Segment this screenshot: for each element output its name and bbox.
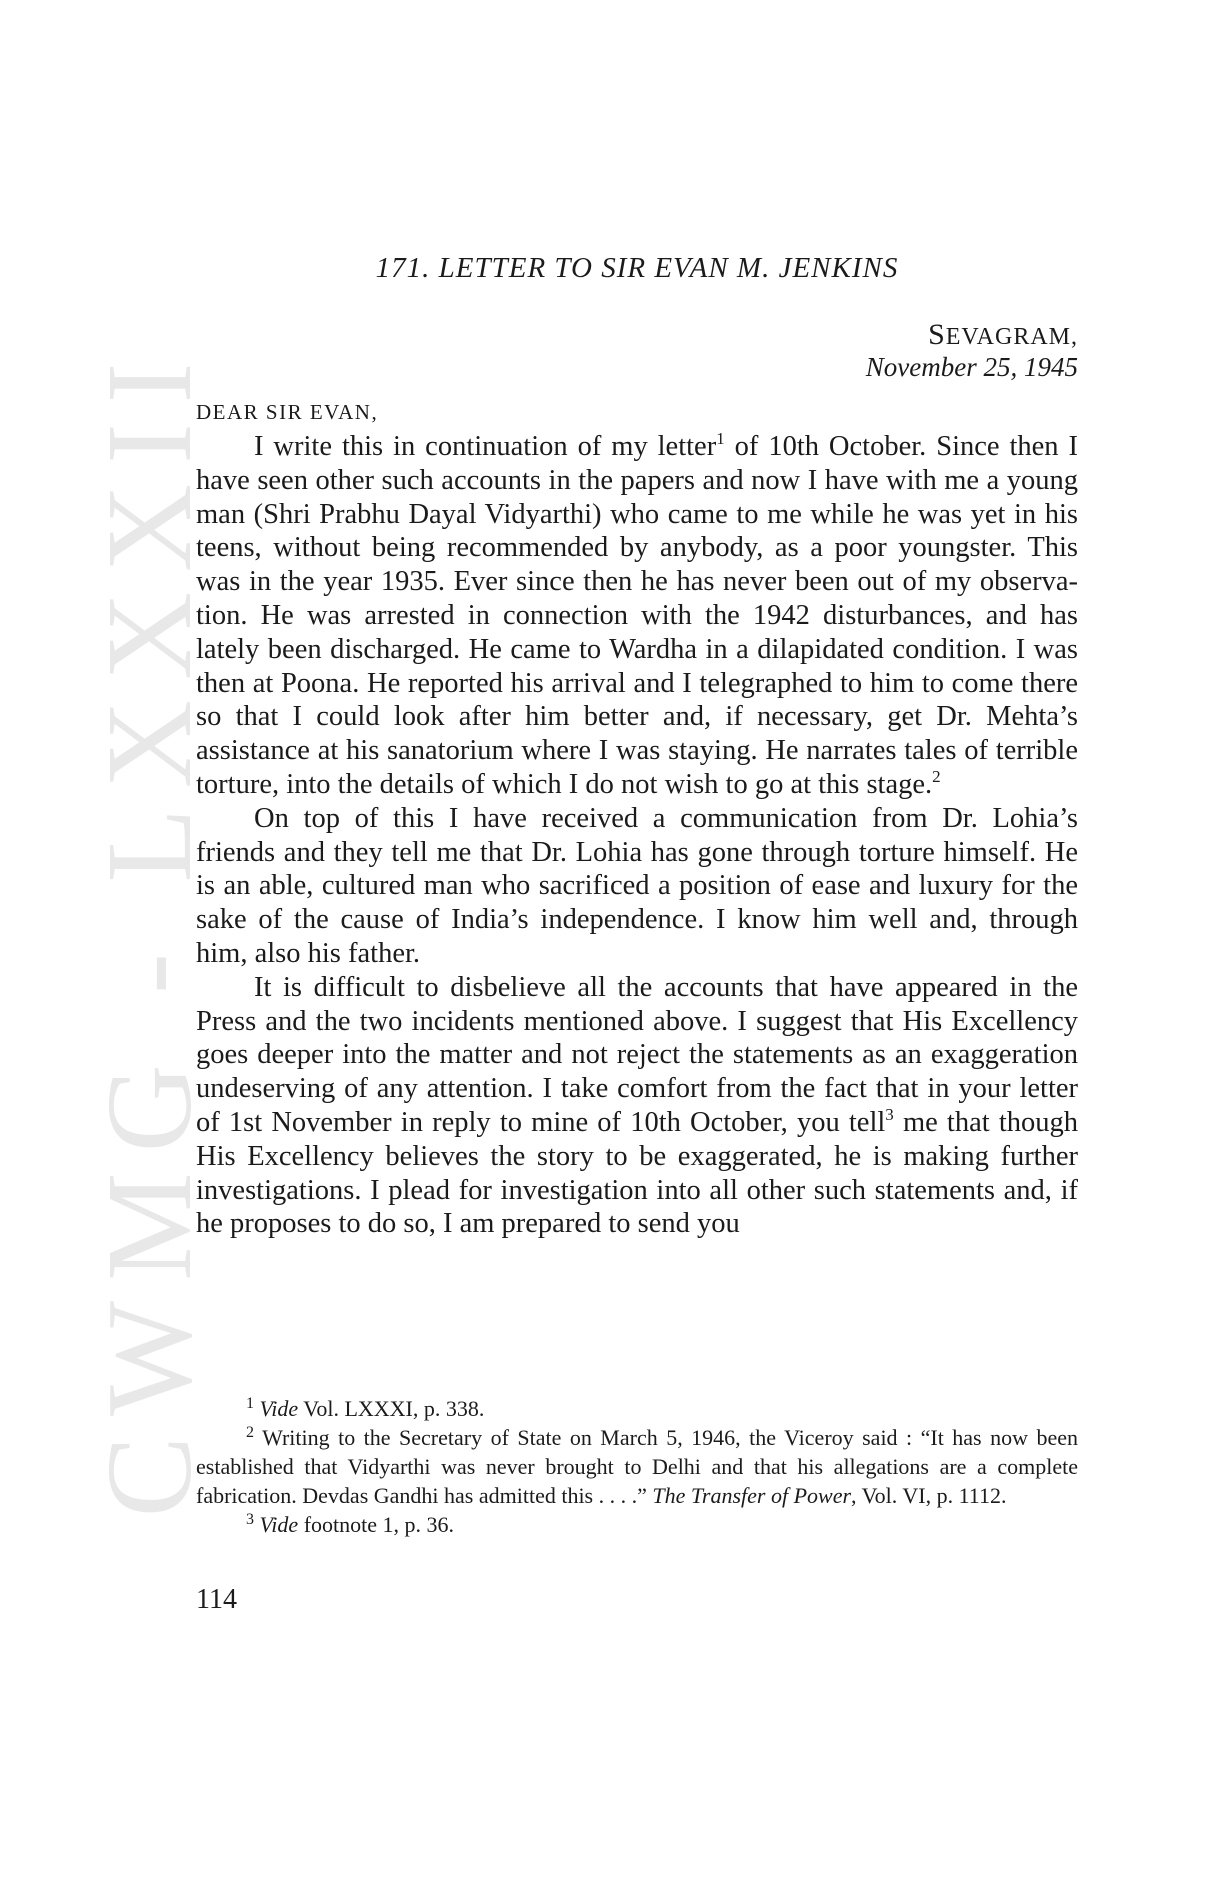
footnote-3: $^3$ Vide footnote 1, p. 36. (246, 1511, 455, 1537)
letter-place: SEVAGRAM, (928, 318, 1078, 351)
letter-heading: 171. LETTER TO SIR EVAN M. JENKINS (375, 252, 899, 284)
paragraph-2: On top of this I have received a communication from Dr. Lohia’s friends and they tell me that Dr. Lohia has gone through torture himself. He is an able, cultured man who sacrificed a position of ease and luxury for the sake of the cause of India’s independence. I know him well and, through him, also his father. (196, 802, 1078, 969)
footnotes (196, 1394, 1078, 1539)
watermark-text: CWMG - LXXXII (82, 342, 217, 1518)
letter-date: November 25, 1945 (865, 352, 1078, 382)
salutation: DEAR SIR EVAN, (196, 400, 379, 424)
footnote-ref-1: 1 (716, 429, 725, 448)
footnote-ref-2: 2 (932, 766, 941, 786)
paragraph-1: I write this in continuation of my letter$^1$ of 10th October. Since then I have seen other such accounts in the papers and now I have with me a young man (Shri Prabhu Dayal Vidyarthi) who came to me while he was yet in his teens, without being recommended by anybody, as a poor youngster. This was in the year 1935. Ever since then he has never been out of my observation. He was arrested in connection with the 1942 disturbances, and has lately been discharged. He came to Wardha in a dilapidated condition. I was then at Poona. He reported his arrival and I telegraphed to him to come there so that I could look after him better and, if necessary, get Dr. Mehta’s assistance at his sanatorium where I was staying. He narrates tales of terrible torture, into the details of which I do not wish to go at this stage.$^2$ (196, 429, 1078, 800)
footnote-ref-3: 3 (885, 1104, 894, 1124)
footnote-2: $^2$ Writing to the Secretary of State on March 5, 1946, the Viceroy said : “It has now been established that Vidyarthi was never brought to Delhi and that his allegations are a complete fabrication. Devdas Gandhi has admitted this . . . .” The Transfer of Power, Vol. VI, p. 1112. (196, 1424, 1078, 1508)
letter-body (196, 430, 1078, 1241)
footnote-1: $^1$ Vide Vol. LXXXI, p. 338. (246, 1395, 485, 1421)
page-number: 114 (196, 1584, 237, 1615)
paragraph-3: It is difficult to disbelieve all the accounts that have appeared in the Press and the two incidents mentioned above. I suggest that His Excellency goes deeper into the matter and not reject the statements as an exaggeration undeserving of any attention. I take comfort from the fact that in your letter of 1st November in reply to mine of 10th October, you tell$^3$ me that though His Excellency believes the story to be exaggerated, he is making further investigations. I plead for investigation into all other such statements and, if he proposes to do so, I am prepared to send you (196, 971, 1078, 1240)
